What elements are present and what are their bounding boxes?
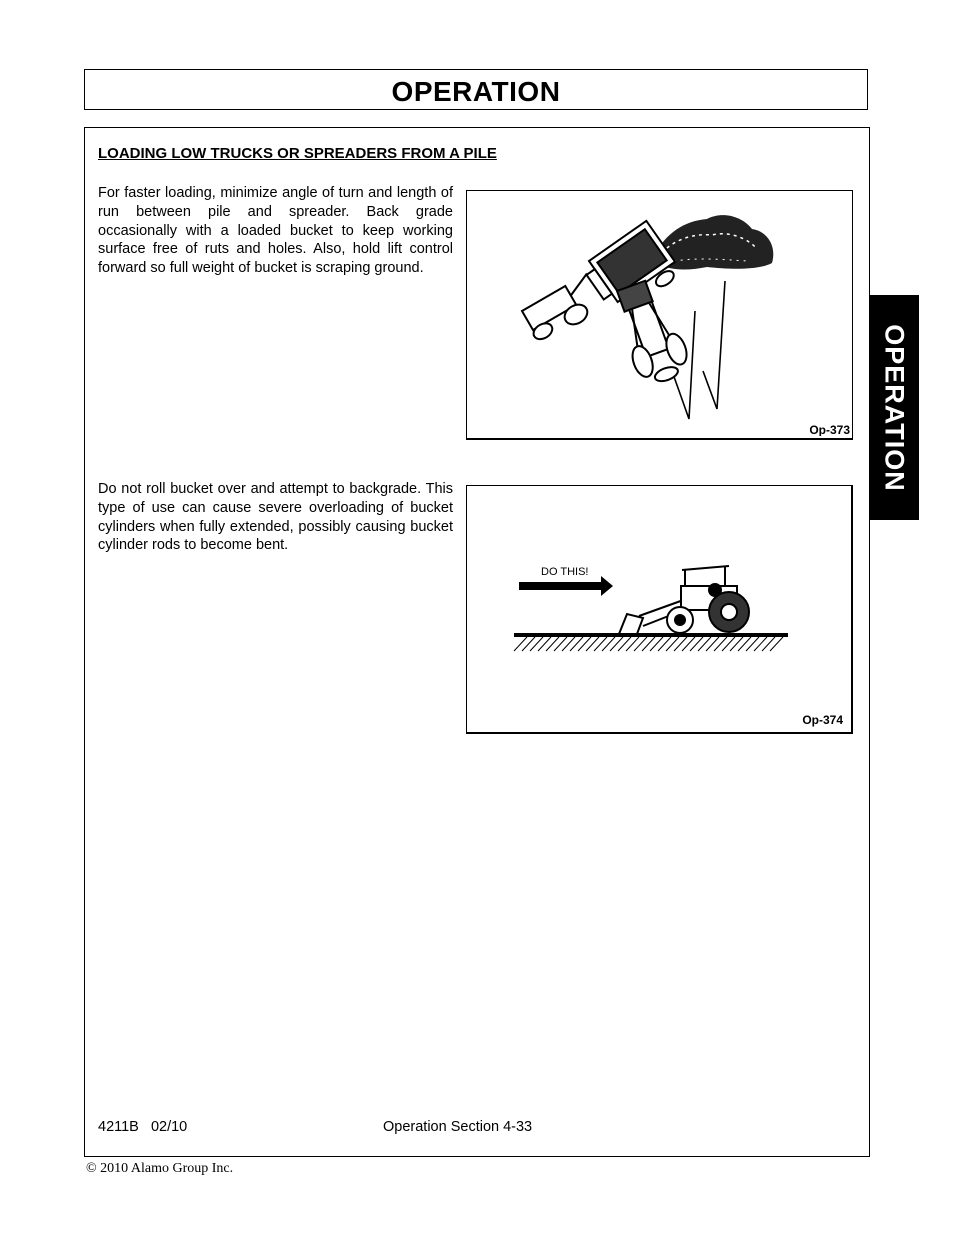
figure-label-1: Op-373 xyxy=(809,423,850,436)
copyright-notice: © 2010 Alamo Group Inc. xyxy=(86,1161,234,1176)
loader-spreader-illustration xyxy=(467,191,852,436)
page-title: OPERATION xyxy=(391,76,561,107)
paragraph-backgrade-warning: Do not roll bucket over and attempt to backgrade. This type of use can cause severe overloading of bucket cylinders when fully extended, possibly causing bucket cylinder rods to become bent. xyxy=(98,481,453,554)
side-tab-label: OPERATION xyxy=(879,323,910,492)
direction-arrow-icon xyxy=(519,576,613,596)
figure-loading-spreader xyxy=(466,190,853,440)
footer-doc-code: 4211B 02/10 xyxy=(98,1119,188,1135)
figure-do-this xyxy=(466,485,853,734)
tractor-with-loader xyxy=(619,566,749,634)
section-heading: LOADING LOW TRUCKS OR SPREADERS FROM A PILE xyxy=(98,145,497,162)
footer-page-number: Operation Section 4-33 xyxy=(383,1119,533,1135)
tractor-backgrade-illustration xyxy=(467,486,851,730)
loader-tractor xyxy=(609,276,694,389)
page-header xyxy=(84,69,868,110)
ground-line xyxy=(514,633,788,651)
section-side-tab xyxy=(869,295,919,520)
do-this-callout: DO THIS! xyxy=(541,566,589,578)
paragraph-loading: For faster loading, minimize angle of turn and length of run between pile and spreader. Back grade occasionally with a loaded bucket to keep working surface free of ruts and holes. Also, hold lift control forward so full weight of bucket is scraping ground. xyxy=(98,185,453,277)
figure-label-2: Op-374 xyxy=(802,713,843,727)
